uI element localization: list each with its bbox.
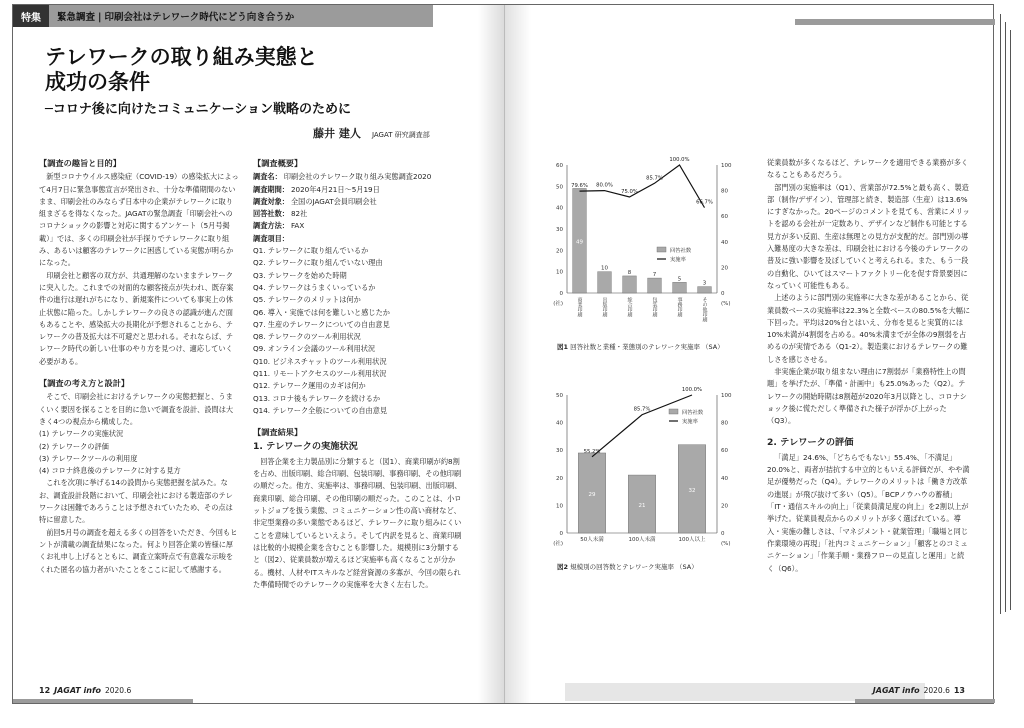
question-item: Q1. テレワークに取り組んでいるか bbox=[253, 246, 369, 256]
overview-row: 調査方法： FAX bbox=[253, 221, 305, 231]
figure-1-caption: 図1 回答社数と業種・業態別のテレワーク実施率 （SA） bbox=[557, 343, 724, 351]
text-column-1 bbox=[39, 157, 239, 576]
paragraph: 「満足」24.6%、「どちらでもない」55.4%、「不満足」20.0%と、両者が拮抗する中立的ともいえる評価だが、やや満足が優勢だった（Q4）。テレワークのメリットは「働き方改革の進展」が飛び抜けて多い（Q5）。「BCPノウハウの蓄積」「IT・通信スキルの向上」「従業員満足度の向上」を2割以上が挙げた。従業員視点からのメリットが多く選ばれている。導入・実施の難しさは、「マネジメント・就業管理」「職場と同じ作業環境の再現」「社内コミュニケーション」「顧客とのコミュニケーション」「作業手順・業務フローの見直しと運用」と続く（Q6）。 bbox=[767, 452, 970, 573]
paragraph: 新型コロナウイルス感染症（COVID-19）の感染拡大によって4月7日に緊急事態宣言が発出され、十分な準備期間のないまま、印刷会社のみならず日本中の企業がテレワークに取り組まざるを得なくなった。JAGATの緊急調査「印刷会社へのコロナショックの影響と対応に関するアンケート（5月号掲載）」では、多くの印刷会社が手探りでテレワークに取り組み、あるいは顧客のテレワークに困惑している実態が明らかになった。 bbox=[39, 172, 239, 268]
paragraph: 部門別の実施率は（Q1）、営業部が72.5%と最も高く、製造部（制作/デザイン）、管理部と続き、製造部（生産）は13.6%にすぎなかった。20ページのコメントを見ても、営業にメリットを認める会社が一定数あり、デザインなど制作も可能とする見方が多い反面、生産は無理との見方が支配的だ。部門別の導入難易度の大きな差は、印刷会社における今後のテレワークの普及に強い影響を及ぼしていくと考えられる。また、もう一段の自動化、ひいてはスマートファクトリー化を促す背景要因になっていく可能性もある。 bbox=[767, 182, 970, 290]
line-value-label: 79.6% bbox=[571, 183, 588, 190]
y-tick-label: 50 bbox=[556, 184, 563, 191]
legend-label: 実施率 bbox=[670, 257, 686, 263]
bar-value-label: 5 bbox=[677, 276, 682, 283]
category-label: 100人以上 bbox=[678, 537, 706, 543]
category-label: その他印刷 bbox=[701, 297, 708, 322]
category-label: 商業印刷 bbox=[576, 297, 583, 317]
overview-row: 調査名： 印刷会社のテレワーク取り組み実態調査2020 bbox=[253, 172, 432, 182]
overview-row: 調査対象： 全国のJAGAT会員印刷会社 bbox=[253, 196, 377, 206]
article-subtitle: ─コロナ後に向けたコミュニケーション戦略のために bbox=[45, 102, 352, 117]
bar-value-label: 7 bbox=[652, 272, 657, 279]
question-item: Q6. 導入・実施では何を難しいと感じたか bbox=[253, 307, 390, 317]
section-header: 特集 緊急調査 | 印刷会社はテレワーク時代にどう向き合うか bbox=[13, 5, 433, 27]
bar bbox=[698, 287, 712, 293]
gutter-shadow bbox=[478, 5, 504, 703]
question-item: Q3. テレワークを始めた時期 bbox=[253, 270, 347, 280]
header-label: 緊急調査 bbox=[57, 12, 96, 23]
figure-1-svg bbox=[545, 155, 745, 335]
line-value-label: 100.0% bbox=[669, 157, 690, 163]
y-tick-label: 20 bbox=[556, 248, 563, 255]
paragraph: 従業員数が多くなるほど、テレワークを適用できる業務が多くなることもあるだろう。 bbox=[767, 158, 969, 180]
page-stack-edge bbox=[1006, 30, 1011, 610]
y2-tick-label: 40 bbox=[721, 239, 728, 246]
magazine-logo: JAGAT info bbox=[54, 686, 101, 695]
question-item: Q5. テレワークのメリットは何か bbox=[253, 295, 361, 305]
y-tick-label: 40 bbox=[556, 420, 563, 427]
line-value-label: 66.7% bbox=[696, 199, 713, 206]
legend-bar-swatch bbox=[669, 409, 678, 414]
question-item: Q12. テレワーク運用のカギは何か bbox=[253, 381, 366, 391]
bar bbox=[673, 282, 687, 293]
line-value-label: 85.7% bbox=[646, 175, 663, 182]
section-heading: 【調査結果】 bbox=[253, 427, 303, 438]
question-item: Q7. 生産のテレワークについての自由意見 bbox=[253, 319, 390, 329]
y-tick-label: 10 bbox=[556, 269, 563, 276]
list-item: (1) テレワークの実施状況 bbox=[39, 429, 124, 439]
question-item: Q2. テレワークに取り組んでいない理由 bbox=[253, 258, 383, 268]
bar-value-label: 3 bbox=[702, 280, 707, 287]
y-tick-label: 30 bbox=[556, 227, 563, 233]
y-axis-unit: (社) bbox=[553, 541, 563, 547]
line-value-label: 85.7% bbox=[633, 406, 651, 413]
folio-right bbox=[873, 686, 965, 695]
article-title: テレワークの取り組み実態と 成功の条件 bbox=[45, 45, 318, 94]
y-tick-label: 0 bbox=[559, 291, 563, 297]
bar-value-label: 10 bbox=[601, 265, 608, 272]
legend-label: 実施率 bbox=[682, 419, 698, 425]
header-title: 印刷会社はテレワーク時代にどう向き合うか bbox=[104, 12, 295, 23]
paragraph: 回答企業を主力製品別に分類すると（図1）、商業印刷が約8割を占め、出版印刷、総合印刷、包装印刷、事務印刷、その他印刷の順だった。他方、実施率は、事務印刷、包装印刷、出版印刷、商業印刷、総合印刷、その他印刷の順だった。このことは、小ロットジョブを扱う業態、コミュニケーション性の高い商材など、非定型業務の多い業態であるほど、テレワークに取り組みにくいことを意味しているといえよう。そして内訳を見ると、商業印刷は比較的小規模企業を含むことも影響した。規模別に3分類すると（図2）、従業員数が増えるほど実施率も高くなることが分かる。機材、人材やITスキルなど経営資源の多寡が、今回の限られた準備時間でのテレワークの実施率を大きく左右した。 bbox=[253, 456, 462, 589]
section-heading: 【調査概要】 bbox=[253, 158, 303, 168]
list-item: (4) コロナ終息後のテレワークに対する見方 bbox=[39, 466, 181, 476]
question-item: Q4. テレワークはうまくいっているか bbox=[253, 282, 376, 292]
question-item: Q11. リモートアクセスのツール利用状況 bbox=[253, 369, 387, 379]
category-label: 50人未満 bbox=[580, 537, 604, 543]
series-line bbox=[592, 395, 692, 457]
text-column-2 bbox=[253, 157, 465, 591]
question-item: Q13. コロナ後もテレワークを続けるか bbox=[253, 393, 381, 403]
y-tick-label: 0 bbox=[559, 531, 563, 537]
paragraph: そこで、印刷会社におけるテレワークの実態把握と、うまくいく要因を探ることを目的に急いで調査を設計、設問は大きく4つの視点から構成した。 bbox=[39, 392, 234, 426]
section-heading: 【調査の趣旨と目的】 bbox=[39, 158, 121, 168]
list-item: (2) テレワークの評価 bbox=[39, 441, 109, 451]
bar-value-label: 21 bbox=[638, 503, 646, 510]
paragraph: 非実施企業が取り組まない理由に7割弱が「業務特性上の問題」を挙げたが、「準備・計画中」も25.0%あった（Q2）。テレワークの開始時期は8割超が2020年3月以降とし、コロナショック後に慌ただしく準備された様子が浮かび上がった（Q3）。 bbox=[767, 367, 967, 426]
folio-left bbox=[39, 686, 131, 695]
y-tick-label: 10 bbox=[556, 503, 563, 510]
line-value-label: 80.0% bbox=[596, 182, 613, 189]
y2-tick-label: 40 bbox=[721, 475, 728, 482]
category-label: 100人未満 bbox=[628, 537, 656, 543]
category-label: 包装印刷 bbox=[651, 297, 658, 317]
category-label: 総合印刷 bbox=[626, 297, 633, 317]
subsection-heading: 2. テレワークの評価 bbox=[767, 436, 854, 448]
magazine-logo: JAGAT info bbox=[872, 686, 920, 695]
figure-2-chart bbox=[545, 383, 745, 553]
figure-2-caption: 図2 規模別の回答数とテレワーク実施率 （SA） bbox=[557, 563, 698, 571]
line-value-label: 75.0% bbox=[621, 189, 638, 195]
y-tick-label: 60 bbox=[556, 163, 563, 169]
header-rule bbox=[795, 19, 995, 25]
bar bbox=[598, 272, 612, 293]
paragraph: 上述のように部門別の実施率に大きな差があることから、従業員数ベースの実施率は22.3%と全数ベースの80.5%を大幅に下回った。平均は20%台とはいえ、分布を見ると実質的には10%未満が4割弱を占める。40%未満までが全体の9割弱を占めるのが実情である（Q1-2）。製造業におけるテレワークの難しさを感じさせる。 bbox=[767, 293, 971, 364]
footer-rule bbox=[13, 699, 193, 703]
bar-value-label: 49 bbox=[576, 239, 583, 246]
y-tick-label: 20 bbox=[556, 475, 563, 482]
bar bbox=[623, 276, 637, 293]
question-item: Q14. テレワーク全般についての自由意見 bbox=[253, 405, 388, 415]
y-tick-label: 40 bbox=[556, 205, 563, 212]
overview-row: 調査期間： 2020年4月21日～5月19日 bbox=[253, 184, 380, 194]
question-item: Q10. ビジネスチャットのツール利用状況 bbox=[253, 356, 387, 366]
paragraph: 前回5月号の調査を超える多くの回答をいただき、今回もヒントが満載の調査結果になった。何より回答企業の皆様に厚くお礼申し上げるとともに、調査立案時点で有意義な示唆をくれた匿名の協力者がいたことをここに記して感謝する。 bbox=[39, 527, 238, 574]
y2-tick-label: 60 bbox=[721, 448, 728, 455]
y2-tick-label: 60 bbox=[721, 214, 728, 221]
gutter-shadow bbox=[505, 5, 531, 703]
y-tick-label: 50 bbox=[556, 393, 563, 399]
y2-tick-label: 0 bbox=[721, 531, 725, 537]
bar bbox=[648, 278, 662, 293]
y2-axis-unit: (%) bbox=[721, 301, 731, 307]
left-page bbox=[13, 5, 504, 703]
y-axis-unit: (社) bbox=[553, 301, 563, 307]
feature-tag: 特集 bbox=[13, 5, 49, 27]
legend-bar-swatch bbox=[657, 247, 666, 252]
bar-value-label: 32 bbox=[688, 487, 696, 494]
page-number: 13 bbox=[953, 686, 965, 695]
text-column-3 bbox=[767, 157, 971, 575]
line-value-label: 100.0% bbox=[681, 387, 703, 393]
y2-tick-label: 80 bbox=[721, 188, 728, 195]
category-label: 出版印刷 bbox=[601, 297, 608, 317]
issue-date: 2020.6 bbox=[104, 686, 132, 695]
page-number: 12 bbox=[39, 686, 51, 695]
figure-2-svg bbox=[545, 383, 745, 553]
section-heading: 【調査の考え方と設計】 bbox=[39, 378, 130, 389]
issue-date: 2020.6 bbox=[923, 686, 950, 695]
magazine-spread bbox=[12, 4, 994, 704]
footer-rule bbox=[855, 699, 995, 703]
bar-value-label: 29 bbox=[588, 491, 596, 498]
bar-value-label: 8 bbox=[627, 269, 632, 276]
y2-tick-label: 100 bbox=[721, 393, 732, 399]
y2-tick-label: 80 bbox=[721, 420, 728, 427]
legend-label: 回答社数 bbox=[670, 248, 692, 254]
y2-tick-label: 20 bbox=[721, 265, 728, 272]
byline bbox=[313, 122, 430, 141]
legend-label: 回答社数 bbox=[682, 410, 704, 416]
y2-tick-label: 100 bbox=[721, 163, 732, 169]
author-affiliation: JAGAT 研究調査部 bbox=[371, 131, 430, 139]
question-item: Q9. オンライン会議のツール利用状況 bbox=[253, 344, 376, 354]
question-item: Q8. テレワークのツール利用状況 bbox=[253, 332, 361, 342]
y2-axis-unit: (%) bbox=[721, 541, 731, 547]
y2-tick-label: 0 bbox=[721, 291, 725, 297]
overview-row: 調査項目： bbox=[253, 233, 289, 243]
line-value-label: 55.2% bbox=[583, 448, 601, 455]
list-item: (3) テレワークツールの利用度 bbox=[39, 453, 138, 463]
y2-tick-label: 20 bbox=[721, 503, 728, 510]
overview-row: 回答社数： 82社 bbox=[253, 209, 308, 219]
paragraph: 印刷会社と顧客の双方が、共通理解のないままテレワークに突入した。これまでの対面的な顧客接点が失われ、既存案件の進行は遅れがちになり、新規案件についても事実上の休止状態に陥った。しかしテレワークの良さの認識が進んだ面もあることや、感染拡大の長期化が予想されることから、テレワークの普及拡大は不可避だと思われる。それならば、テレワーク時代の新しい仕事のやり方を見つけ、適応していく必要がある。 bbox=[39, 270, 234, 366]
figure-1-chart bbox=[545, 155, 745, 335]
category-label: 事務印刷 bbox=[676, 297, 683, 317]
y-tick-label: 30 bbox=[556, 448, 563, 455]
subsection-heading: 1. テレワークの実施状況 bbox=[253, 440, 358, 452]
right-page bbox=[504, 5, 995, 703]
paragraph: これを次項に挙げる14の設問から実態把握を試みた。なお、調査設計段階において、印刷会社における製造部のテレワークは困難であろうことは予想されていたため、その点は特に留意した。 bbox=[39, 478, 233, 525]
author-name: 藤井 建人 bbox=[313, 127, 361, 140]
